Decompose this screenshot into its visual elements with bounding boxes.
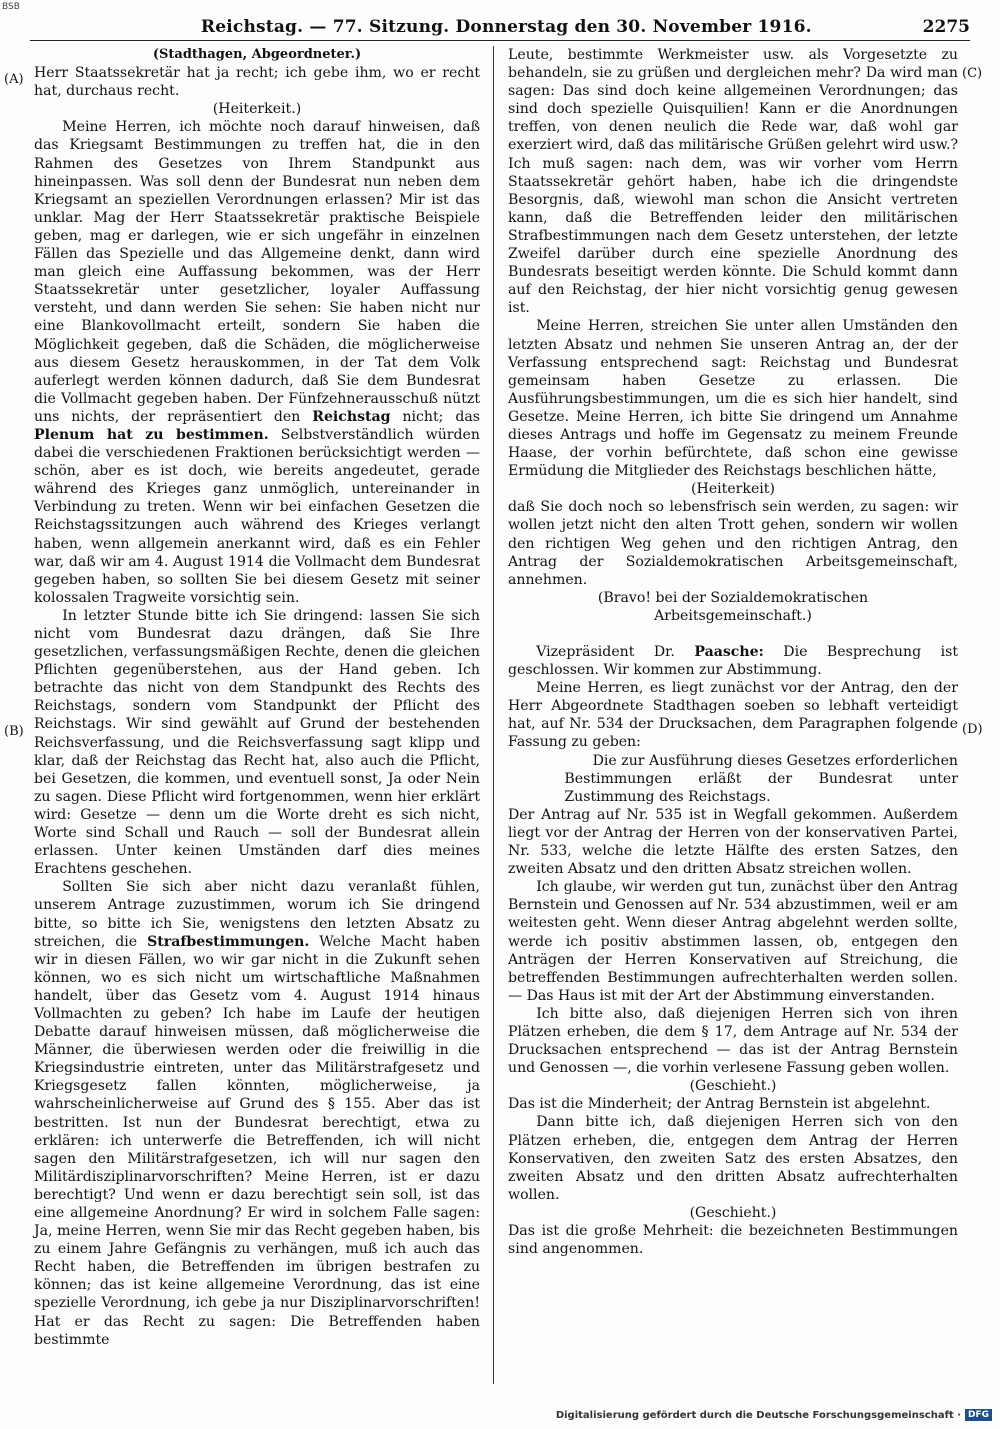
header-title: Reichstag. — 77. Sitzung. Donnerstag den 30. November 1916. bbox=[200, 17, 812, 37]
paragraph: Leute, bestimmte Werkmeister usw. als Vorgesetzte zu behandeln, sie zu grüßen und dergleichen mehr? Da wird man sagen: Das sind doch keine allgemeinen Verordnungen; das sind doch spezielle Quisquilien! Kann er die Anordnungen treffen, von denen neulich die Rede war, daß wohl gar exerziert wird, daß das militärische Grüßen gelehrt wird usw.? Ich muß sagen: nach dem, was wir vorher vom Herrn Staatssekretär gehört haben, habe ich die dringendste Besorgnis, daß, wiewohl man schon die Ansicht vertreten kann, daß die Betreffenden leider den militärischen Strafbestimmungen nach dem Gesetz unterstehen, der letzte Zweifel darüber durch eine spezielle Anordnung des Bundesrats beseitigt werden könnte. Die Schuld kommt dann auf den Reichstag, der hier nicht vorsichtig genug gewesen ist. bbox=[508, 47, 958, 317]
margin-mark-a: (A) bbox=[4, 72, 24, 87]
paragraph: Herr Staatssekretär hat ja recht; ich gebe ihm, wo er recht hat, durchaus recht. bbox=[34, 65, 480, 100]
paragraph: Meine Herren, es liegt zunächst vor der Antrag, den der Herr Abgeordnete Stadthagen soeben so lebhaft verteidigt hat, auf Nr. 534 der Drucksachen, dem Paragraphen folgende Fassung zu geben: bbox=[508, 680, 958, 751]
column-divider bbox=[493, 46, 494, 1384]
laughter-note: (Heiterkeit) bbox=[691, 481, 775, 498]
paragraph: Das ist die Minderheit; der Antrag Bernstein ist abgelehnt. bbox=[508, 1096, 931, 1113]
spacer bbox=[508, 625, 958, 643]
text-run: Sollten Sie sich aber nicht dazu veranlaßt fühlen, unserem Antrage zuzustimmen, worum ich Sie dringend bitte, so bitte ich Sie, wenigstens den letzten Absatz zu streichen, die bbox=[34, 879, 480, 950]
paragraph bbox=[34, 878, 480, 1348]
paragraph bbox=[508, 643, 958, 679]
speaker-note: (Stadthagen, Abgeordneter.) bbox=[152, 47, 362, 62]
stage-note: (Geschieht.) bbox=[689, 1078, 777, 1095]
text-run: Meine Herren, ich möchte noch darauf hinweisen, daß das Kriegsamt Bestimmungen zu treffen hat, die in den Rahmen des Gesetzes von Ihrem Standpunkt aus hineinpassen. Was soll denn der Bundesrat nun neben dem Kriegsamt an speziellen Verordnungen erlassen? Mir ist das unklar. Mag der Herr Staatssekretär praktische Beispiele geben, mag er darlegen, wie er sich ungefähr in einzelnen Fällen das Spezielle und das Allgemeine denkt, dann wird man gleich eine Auffassung bekommen, was der Herr Staatssekretär unter gesetzlicher, loyaler Auffassung versteht, und dann werden Sie sehen: Sie haben nicht nur eine Blankovollmacht erteilt, sondern Sie haben die Möglichkeit gegeben, daß die Schäden, die möglicherweise aus diesem Gesetz herauskommen, in der Tat dem Volk auferlegt werden können dadurch, daß Sie dem Bundesrat die Vollmacht gegeben haben. Der Fünfzehnerausschuß nützt uns nichts, der repräsentiert den bbox=[34, 119, 480, 425]
dfg-logo: DFG bbox=[965, 1409, 992, 1421]
paragraph: Ich bitte also, daß diejenigen Herren sich von ihren Plätzen erheben, die dem § 17, dem Antrage auf Nr. 534 der Drucksachen entsprechend — das ist der Antrag Bernstein und Genossen —, die vorhin verlesene Fassung geben wollen. bbox=[508, 1005, 958, 1077]
bold-text: Plenum hat zu bestimmen. bbox=[34, 426, 269, 443]
paragraph: Dann bitte ich, daß diejenigen Herren sich von den Plätzen erheben, die, entgegen dem Antrag der Herren Konservativen, den zweiten Satz des ersten Absatzes, den zweiten Absatz und den dritten Absatz aufrechterhalten wollen. bbox=[508, 1114, 958, 1203]
speaker-title: Vizepräsident Dr. bbox=[536, 644, 675, 660]
paragraph: In letzter Stunde bitte ich Sie dringend: lassen Sie sich nicht vom Bundesrat dazu drängen, daß Sie Ihre gesetzlichen, verfassungsmäßigen Rechte, denen die gleichen Pflichten gegenüberstehen, aus der Hand geben. Ich betrachte das nicht von dem Standpunkt des Rechts des Reichstags, sondern vom Standpunkt der Pflicht des Reichstags. Wir sind gewählt auf Grund der bestehenden Reichsverfassung, und die Reichsverfassung sagt klipp und klar, daß der Reichstag das Recht hat, also auch die Pflicht, bei Gesetzen, die kommen, und eventuell sonst, Ja oder Nein zu sagen. Diese Pflicht wird fortgenommen, wenn hier erklärt wird: Gesetze — denn um die Worte dreht es sich nicht, Worte sind Schall und Rauch — soll der Bundesrat allein erlassen. Unter keinen Umständen darf dies meines Erachtens geschehen. bbox=[34, 607, 480, 878]
margin-mark-d: (D) bbox=[962, 722, 983, 737]
margin-mark-c: (C) bbox=[962, 66, 983, 81]
laughter-note: (Heiterkeit.) bbox=[212, 101, 302, 118]
margin-mark-b: (B) bbox=[4, 724, 24, 739]
footer bbox=[556, 1409, 992, 1421]
applause-note: (Bravo! bei der Sozialdemokratischen Arbeitsgemeinschaft.) bbox=[597, 589, 869, 624]
text-run: nicht; das bbox=[402, 408, 480, 425]
paragraph: Der Antrag auf Nr. 535 ist in Wegfall gekommen. Außerdem liegt vor der Antrag der Herren von der konservativen Partei, Nr. 533, welche die letzte Hälfte des ersten Satzes, den zweiten Absatz und den dritten Absatz streichen wollen. bbox=[508, 806, 958, 878]
page-header bbox=[30, 14, 970, 41]
paragraph: Ich glaube, wir werden gut tun, zunächst über den Antrag Bernstein und Genossen auf Nr. 534 abzustimmen, weil er am weitesten geht. Wenn dieser Antrag abgelehnt werden sollte, werde ich positiv abstimmen lassen, ob, entgegen den Anträgen der Herren Konservativen auf Streichung, die betreffenden Bestimmungen aufrechterhalten werden sollen. — Das Haus ist mit der Art der Abstimmung einverstanden. bbox=[508, 879, 958, 1004]
footer-text: Digitalisierung gefördert durch die Deutsche Forschungsgemeinschaft · bbox=[555, 1409, 961, 1421]
bold-text: Reichstag bbox=[312, 408, 391, 425]
paragraph: Meine Herren, streichen Sie unter allen Umständen den letzten Absatz und nehmen Sie unseren Antrag an, der der Verfassung entsprechend sagt: Reichstag und Bundesrat gemeinsam haben Gesetze zu erlassen. Die Ausführungsbestimmungen, um die es sich hier handelt, sind Gesetze. Meine Herren, ich bitte Sie dringend um Annahme dieses Antrags und hoffe im Gegensatz zu meinem Freunde Haase, der vorhin befürchtete, daß schon eine gewisse Ermüdung die Mitglieder des Reichstags beschlichen hätte, bbox=[508, 318, 958, 480]
bold-text: Strafbestimmungen. bbox=[147, 933, 310, 950]
right-column bbox=[508, 46, 958, 1258]
text-run: Welche Macht haben wir in diesen Fällen, wo wir gar nicht in die Zukunft sehen können, wo es sich nicht um wirtschaftliche Maßnahmen handelt, über das Gesetz vom 4. August 1914 hinaus Vollmachten zu geben? Ich habe im Laufe der heutigen Debatte darauf hinweisen müssen, daß möglicherweise die Männer, die überwiesen werden oder die freiwillig in die Kriegsindustrie eintreten, unter das Militärstrafgesetz und Kriegsgesetz fallen könnten, möglicherweise, ja wahrscheinlicherweise auf Grund des § 155. Aber das ist bestritten. Ist nun der Bundesrat berechtigt, etwa zu erklären: ich unterwerfe die Betreffenden, ich will nicht sagen den Militärstrafgesetzen, ich will nur sagen den Militärdisziplinarvorschriften? Meine Herren, ist er dazu berechtigt? Und wenn er dazu berechtigt sein soll, ist das eine allgemeine Anordnung? Er wird in solchem Falle sagen: Ja, meine Herren, wenn Sie mir das Recht gegeben haben, bis zu einem Jahre Gefängnis zu verhängen, muß ich auch das Recht haben, die Betreffenden im übrigen bestrafen zu können; das ist keine allgemeine Verordnung, das ist eine spezielle Verordnung, ich gebe ja nur Disziplinarvorschriften! Hat er das Recht zu sagen: Die Betreffenden haben bestimmte bbox=[34, 933, 481, 1348]
paragraph: Das ist die große Mehrheit: die bezeichneten Bestimmungen sind angenommen. bbox=[508, 1223, 958, 1258]
library-mark: BSB bbox=[2, 2, 20, 12]
left-column bbox=[34, 46, 480, 1349]
stage-note: (Geschieht.) bbox=[689, 1204, 777, 1221]
paragraph bbox=[34, 118, 480, 607]
text-run: Selbstverständlich würden dabei die verschiedenen Fraktionen berücksichtigt werden — schön, aber es ist doch, wie bereits angedeutet, gerade während des Krieges ganz unmöglich, untereinander in Verbindung zu treten. Wenn wir bei einfachen Gesetzen die Reichstagssitzungen auch während des Krieges verlangt haben, wenn allgemein anerkannt wird, daß es ein Fehler war, daß wir am 4. August 1914 die Vollmacht dem Bundesrat gegeben haben, so sollten Sie bei diesem Gesetz mit seiner kolossalen Tragweite vorsichtig sein. bbox=[34, 426, 480, 606]
page-number: 2275 bbox=[922, 17, 970, 37]
text-run: Die Besprechung ist geschlossen. Wir kommen zur Abstimmung. bbox=[508, 644, 958, 679]
speaker-name: Paasche: bbox=[694, 644, 764, 660]
quoted-text: Die zur Ausführung dieses Gesetzes erforderlichen Bestimmungen erläßt der Bundesrat unter Zustimmung des Reichstags. bbox=[564, 752, 958, 805]
paragraph: daß Sie doch noch so lebensfrisch sein werden, zu sagen: wir wollen jetzt nicht den alten Trott gehen, sondern wir wollen den richtigen Weg gehen und den richtigen Antrag, den Antrag der Sozialdemokratischen Arbeitsgemeinschaft, annehmen. bbox=[508, 499, 958, 588]
